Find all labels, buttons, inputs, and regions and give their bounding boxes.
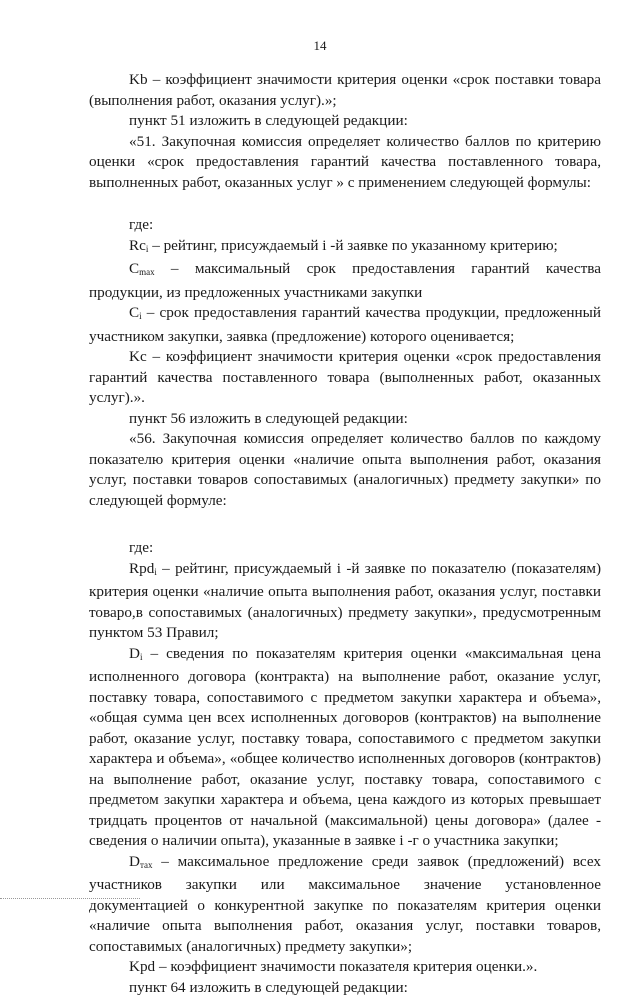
formula-placeholder-2	[89, 511, 601, 538]
symbol-rpd: Rpd	[129, 560, 154, 577]
symbol-ci: C	[129, 304, 139, 321]
paragraph-item-56-heading: пункт 56 изложить в следующей редакции:	[89, 409, 601, 430]
paragraph-dmax	[89, 852, 601, 958]
page-number: 14	[0, 38, 640, 54]
paragraph-di	[89, 644, 601, 852]
paragraph-kpd: Kpd – коэффициент значимости показателя критерия оценки.».	[89, 957, 601, 978]
paragraph-kc: Kc – коэффициент значимости критерия оценки «срок предоставления гарантий качества поставленного товара (выполненных работ, оказанных услуг).».	[89, 347, 601, 409]
dmax-definition: – максимальное предложение среди заявок (предложений) всех участников закупки или максимальное значение установленное документацией о конкурентной закупке по показателям критерия оценки «наличие опыта выполнения работ, оказания услуг, поставки товаров, сопоставимых (аналогичных) предмету закупки»;	[89, 853, 601, 955]
symbol-dmax: D	[129, 853, 140, 870]
symbol-rpd-sub: i	[154, 567, 157, 577]
paragraph-kb: Kb – коэффициент значимости критерия оценки «срок поставки товара (выполнения работ, оказания услуг).»;	[89, 70, 601, 111]
footer-divider	[0, 898, 140, 899]
paragraph-where-1: где:	[89, 215, 601, 236]
paragraph-rpd	[89, 559, 601, 644]
paragraph-cmax	[89, 259, 601, 303]
formula-placeholder	[89, 193, 601, 215]
symbol-c: C	[129, 260, 139, 277]
symbol-di-sub: i	[140, 652, 143, 662]
symbol-dmax-sub: тах	[140, 860, 153, 870]
document-body	[89, 70, 601, 998]
di-definition: – сведения по показателям критерия оценки «максимальная цена исполненного договора (контракта) на выполнение работ, оказание услуг, поставку товара, сопоставимого с предметом закупки характера и объема», «общая сумма цен всех исполненных договоров (контрактов) на выполнение работ, оказание услуг, поставку товара, сопоставимого с предметом закупки характера и объема», «общее количество исполненных договоров (контрактов) на выполнение работ, оказание услуг, поставку товара, сопоставимого с предметом закупки характера и объема, цена каждого из которых превышает тридцать процентов от начальной (максимальной) цены договора» (далее - сведения о наличии опыта), указанные в заявке i -г о участника закупки;	[89, 645, 601, 850]
paragraph-item-64-heading: пункт 64 изложить в следующей редакции:	[89, 978, 601, 998]
paragraph-item-51-heading: пункт 51 изложить в следующей редакции:	[89, 111, 601, 132]
paragraph-ci	[89, 303, 601, 347]
symbol-ci-sub: i	[139, 311, 142, 321]
ci-definition: – срок предоставления гарантий качества продукции, предложенный участником закупки, заявка (предложение) которого оценивается;	[89, 304, 601, 345]
symbol-di: D	[129, 645, 140, 662]
rc-definition: – рейтинг, присуждаемый i -й заявке по указанному критерию;	[148, 237, 557, 254]
symbol-rc-sub: i	[146, 244, 149, 254]
paragraph-where-2: где:	[89, 538, 601, 559]
paragraph-item-56: «56. Закупочная комиссия определяет количество баллов по каждому показателю критерия оценки «наличие опыта выполнения работ, оказания услуг, поставки товаров сопоставимых (аналогичных) предмету закупки» по следующей формуле:	[89, 429, 601, 511]
paragraph-rc	[89, 236, 601, 260]
symbol-cmax-sub: max	[139, 267, 155, 277]
rpd-definition: – рейтинг, присуждаемый i -й заявке по показателю (показателям) критерия оценки «наличие опыта выполнения работ, оказания услуг, поставки товаро,в сопоставимых (аналогичных) предмету закупки», предусмотренным пунктом 53 Правил;	[89, 560, 601, 642]
symbol-rc: Rc	[129, 237, 146, 254]
cmax-definition: – максимальный срок предоставления гарантий качества продукции, из предложенных участниками закупки	[89, 260, 601, 301]
paragraph-item-51: «51. Закупочная комиссия определяет количество баллов по критерию оценки «срок предоставления гарантий качества поставленного товара, выполненных работ, оказанных услуг » с применением следующей формулы:	[89, 132, 601, 194]
